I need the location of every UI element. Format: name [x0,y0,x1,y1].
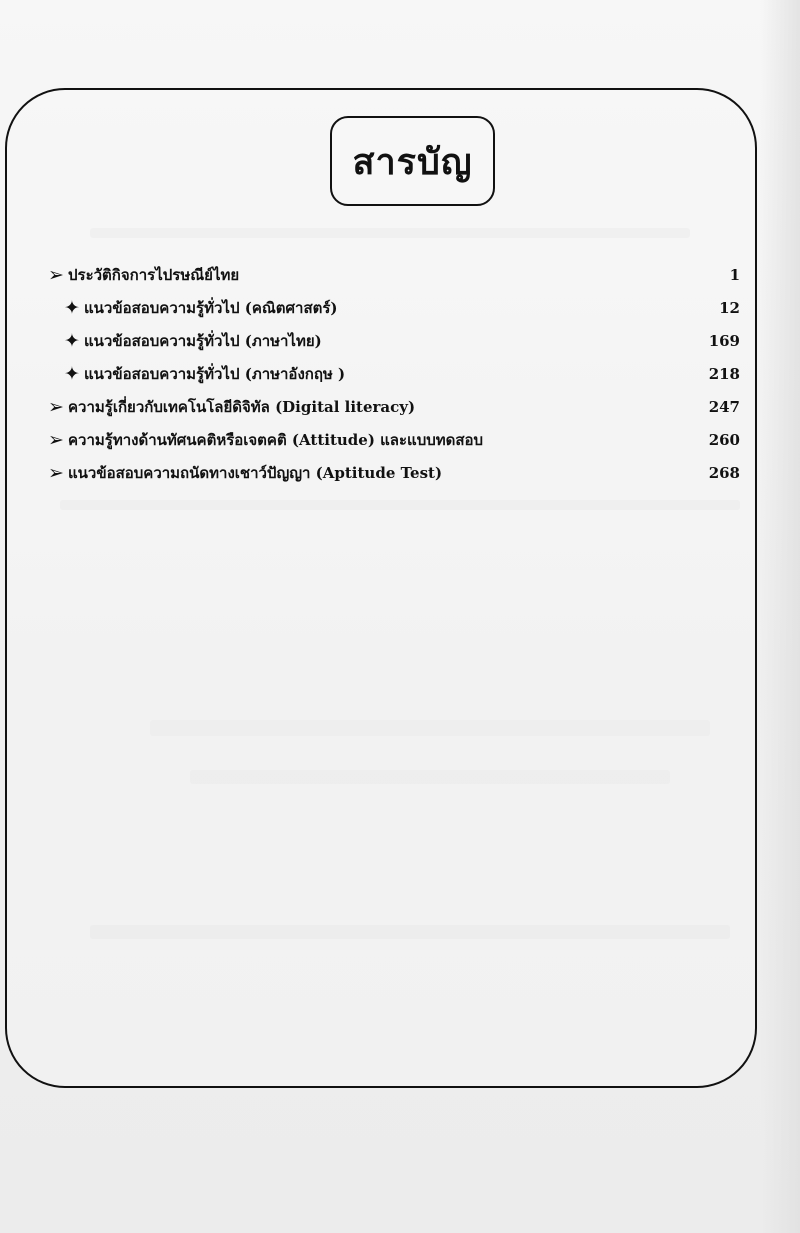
toc-entry-label: แนวข้อสอบความรู้ทั่วไป (ภาษาไทย) [84,331,322,350]
toc-entry [46,258,740,291]
title-box [330,116,495,206]
toc-entry [46,291,740,324]
toc-entry-page: 1 [729,265,740,284]
toc-entry [46,390,740,423]
arrow-bullet-icon: ➢ [48,461,64,484]
toc-entry-page: 260 [708,430,740,449]
toc-entry [46,423,740,456]
star-bullet-icon: ✦ [64,296,80,319]
toc-entry [46,456,740,489]
toc-entry-label: แนวข้อสอบความรู้ทั่วไป (ภาษาอังกฤษ ) [84,364,346,383]
table-of-contents [46,258,740,489]
toc-entry-page: 12 [719,298,740,317]
arrow-bullet-icon: ➢ [48,395,64,418]
toc-entry-page: 247 [708,397,740,416]
arrow-bullet-icon: ➢ [48,428,64,451]
page-title: สารบัญ [352,141,473,183]
toc-entry-page: 268 [708,463,740,482]
arrow-bullet-icon: ➢ [48,263,64,286]
star-bullet-icon: ✦ [64,329,80,352]
toc-entry [46,324,740,357]
toc-entry-page: 218 [708,364,740,383]
page-edge-shadow [760,0,800,1233]
star-bullet-icon: ✦ [64,362,80,385]
toc-entry [46,357,740,390]
toc-entry-page: 169 [708,331,740,350]
toc-entry-label: ความรู้ทางด้านทัศนคติหรือเจตคติ (Attitude) และแบบทดสอบ [68,430,484,449]
toc-entry-label: ประวัติกิจการไปรษณีย์ไทย [68,265,240,284]
toc-entry-label: แนวข้อสอบความรู้ทั่วไป (คณิตศาสตร์) [84,298,338,317]
toc-entry-label: แนวข้อสอบความถนัดทางเชาว์ปัญญา (Aptitude Test) [68,463,443,482]
toc-entry-label: ความรู้เกี่ยวกับเทคโนโลยีดิจิทัล (Digital literacy) [68,397,416,416]
content-frame [5,88,757,1088]
